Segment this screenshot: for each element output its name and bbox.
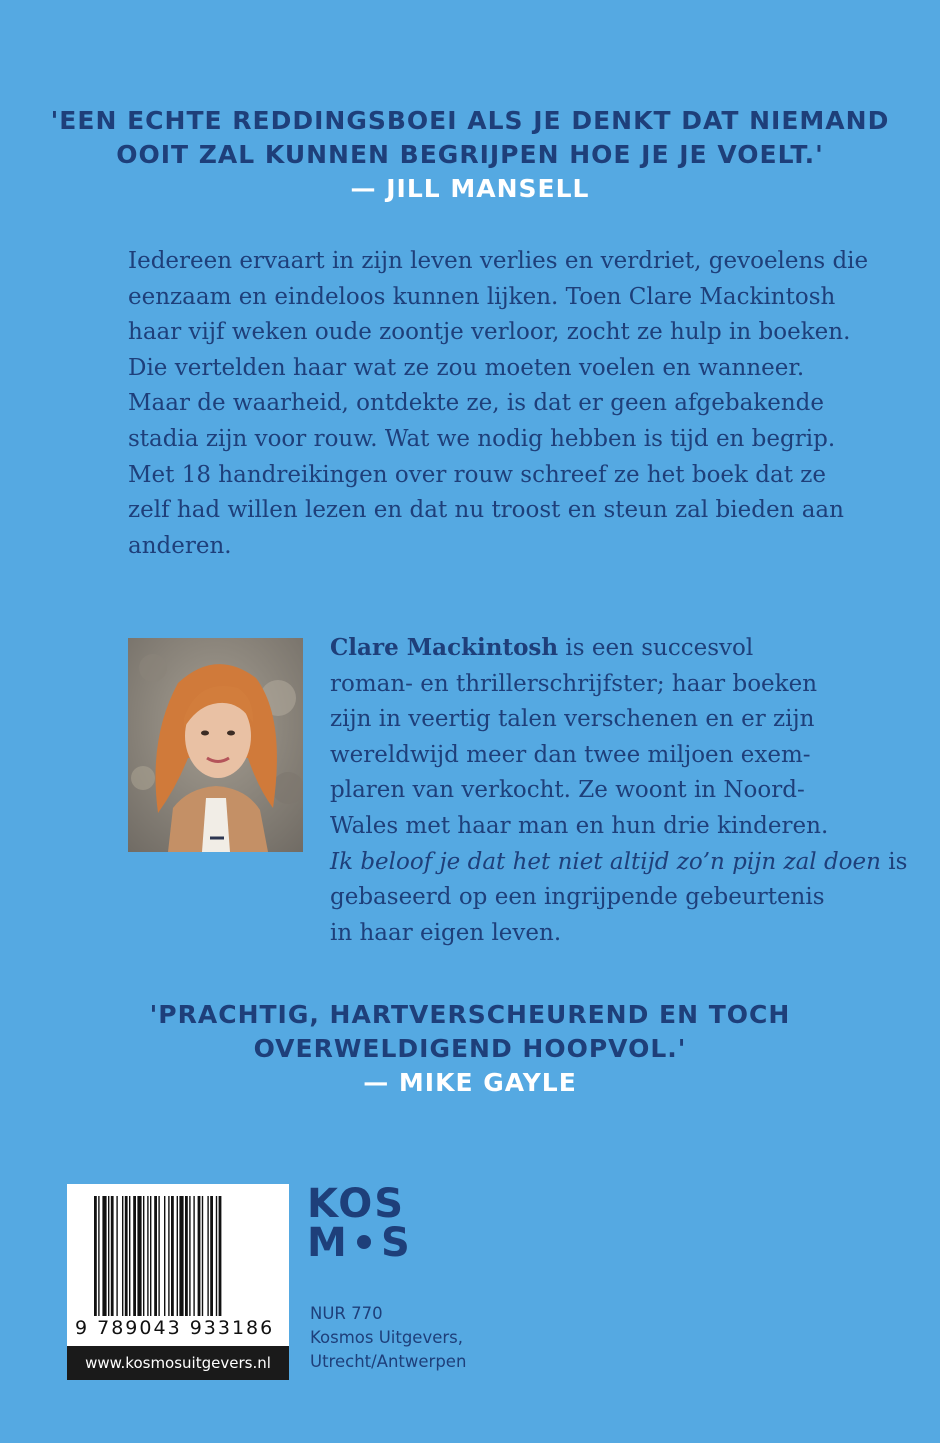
- logo-m: M: [307, 1220, 347, 1261]
- top-quote-attribution: — JILL MANSELL: [350, 174, 590, 203]
- barcode-bar: [125, 1196, 128, 1316]
- top-quote-line: OOIT ZAL KUNNEN BEGRIJPEN HOE JE JE VOELT.': [116, 140, 824, 169]
- author-bio-line: in haar eigen leven.: [330, 919, 562, 946]
- blurb-line: zelf had willen lezen en dat nu troost en steun zal bieden aan: [128, 497, 844, 524]
- barcode-bar: [133, 1196, 136, 1316]
- blurb-line: anderen.: [128, 532, 232, 559]
- barcode-bar: [179, 1196, 183, 1316]
- top-quote-line: 'EEN ECHTE REDDINGSBOEI ALS JE DENKT DAT NIEMAND: [50, 106, 890, 135]
- blurb-line: Maar de waarheid, ontdekte ze, is dat er geen afgebakende: [128, 390, 824, 417]
- blurb-line: haar vijf weken oude zoontje verloor, zocht ze hulp in boeken.: [128, 319, 851, 346]
- kosmos-logo: [307, 1183, 417, 1261]
- logo-dot: [357, 1235, 371, 1249]
- author-bio: [330, 630, 908, 951]
- barcode-bar: [202, 1196, 203, 1316]
- logo-s: S: [381, 1220, 410, 1261]
- publisher-location: Utrecht/Antwerpen: [310, 1352, 467, 1371]
- barcode-bar: [189, 1196, 190, 1316]
- author-bio-after-title: is: [880, 848, 908, 875]
- author-bio-line: gebaseerd op een ingrijpende gebeurtenis: [330, 884, 825, 911]
- publisher-name: Kosmos Uitgevers,: [310, 1328, 463, 1347]
- barcode-bar: [216, 1196, 217, 1316]
- author-photo: [128, 638, 303, 852]
- blurb-paragraph: [128, 244, 869, 564]
- barcode-bar: [207, 1196, 208, 1316]
- barcode-bar: [177, 1196, 178, 1316]
- blurb-line: Met 18 handreikingen over rouw schreef ze het boek dat ze: [128, 461, 826, 488]
- publisher-info: [310, 1302, 466, 1374]
- barcode-bar: [94, 1196, 97, 1316]
- top-quote: [0, 104, 940, 206]
- barcode-bar: [154, 1196, 157, 1316]
- publisher-website[interactable]: www.kosmosuitgevers.nl: [67, 1346, 289, 1380]
- barcode-bar: [171, 1196, 174, 1316]
- book-title: Ik beloof je dat het niet altijd zo’n pijn zal doen: [330, 848, 881, 875]
- nur-code: NUR 770: [310, 1304, 383, 1323]
- bottom-quote: [0, 998, 940, 1100]
- barcode-bar: [158, 1196, 159, 1316]
- barcode-bar: [111, 1196, 114, 1316]
- barcode-bar: [168, 1196, 169, 1316]
- logo-line1: KOS: [307, 1183, 406, 1227]
- barcode-bar: [108, 1196, 109, 1316]
- bottom-quote-line: 'PRACHTIG, HARTVERSCHEUREND EN TOCH: [149, 1000, 791, 1029]
- author-bio-line: [330, 630, 810, 667]
- barcode-bar: [116, 1196, 117, 1316]
- author-bio-line: [330, 845, 908, 881]
- blurb-line: Iedereen ervaart in zijn leven verlies en verdriet, gevoelens die: [128, 248, 869, 274]
- blurb-line: stadia zijn voor rouw. Wat we nodig hebben is tijd en begrip.: [128, 425, 836, 452]
- author-name: Clare Mackintosh: [330, 634, 559, 661]
- barcode-bar: [147, 1196, 148, 1316]
- bottom-quote-line: OVERWELDIGEND HOOPVOL.': [253, 1034, 687, 1063]
- barcode-bar: [198, 1196, 201, 1316]
- barcode: [67, 1184, 289, 1380]
- publisher-logo: [307, 1183, 417, 1266]
- barcode-bar: [98, 1196, 99, 1316]
- barcode-bar: [210, 1196, 213, 1316]
- barcode-bars: [94, 1196, 262, 1316]
- author-bio-line: roman- en thrillerschrijfster; haar boeken: [330, 670, 818, 697]
- barcode-bar: [143, 1196, 144, 1316]
- barcode-bar: [150, 1196, 151, 1316]
- author-bio-line: Wales met haar man en hun drie kinderen.: [330, 812, 829, 839]
- author-bio-line: plaren van verkocht. Ze woont in Noord-: [330, 777, 805, 804]
- author-bio-line: wereldwijd meer dan twee miljoen exem-: [330, 741, 811, 768]
- blurb-line: Die vertelden haar wat ze zou moeten voelen en wanneer.: [128, 354, 805, 381]
- barcode-bar: [193, 1196, 194, 1316]
- author-portrait-illustration: [128, 638, 303, 852]
- barcode-bar: [122, 1196, 123, 1316]
- barcode-bar: [185, 1196, 188, 1316]
- blurb-line: eenzaam en eindeloos kunnen lijken. Toen Clare Mackintosh: [128, 283, 836, 310]
- bottom-quote-attribution: — MIKE GAYLE: [363, 1068, 577, 1097]
- barcode-bar: [102, 1196, 106, 1316]
- isbn-number: 9 789043 933186: [75, 1317, 275, 1339]
- author-bio-line-rest: is een succesvol: [558, 635, 754, 661]
- barcode-bar: [137, 1196, 141, 1316]
- barcode-bar: [129, 1196, 130, 1316]
- barcode-bar: [219, 1196, 222, 1316]
- author-bio-line: zijn in veertig talen verschenen en er zijn: [330, 706, 815, 733]
- barcode-bar: [164, 1196, 165, 1316]
